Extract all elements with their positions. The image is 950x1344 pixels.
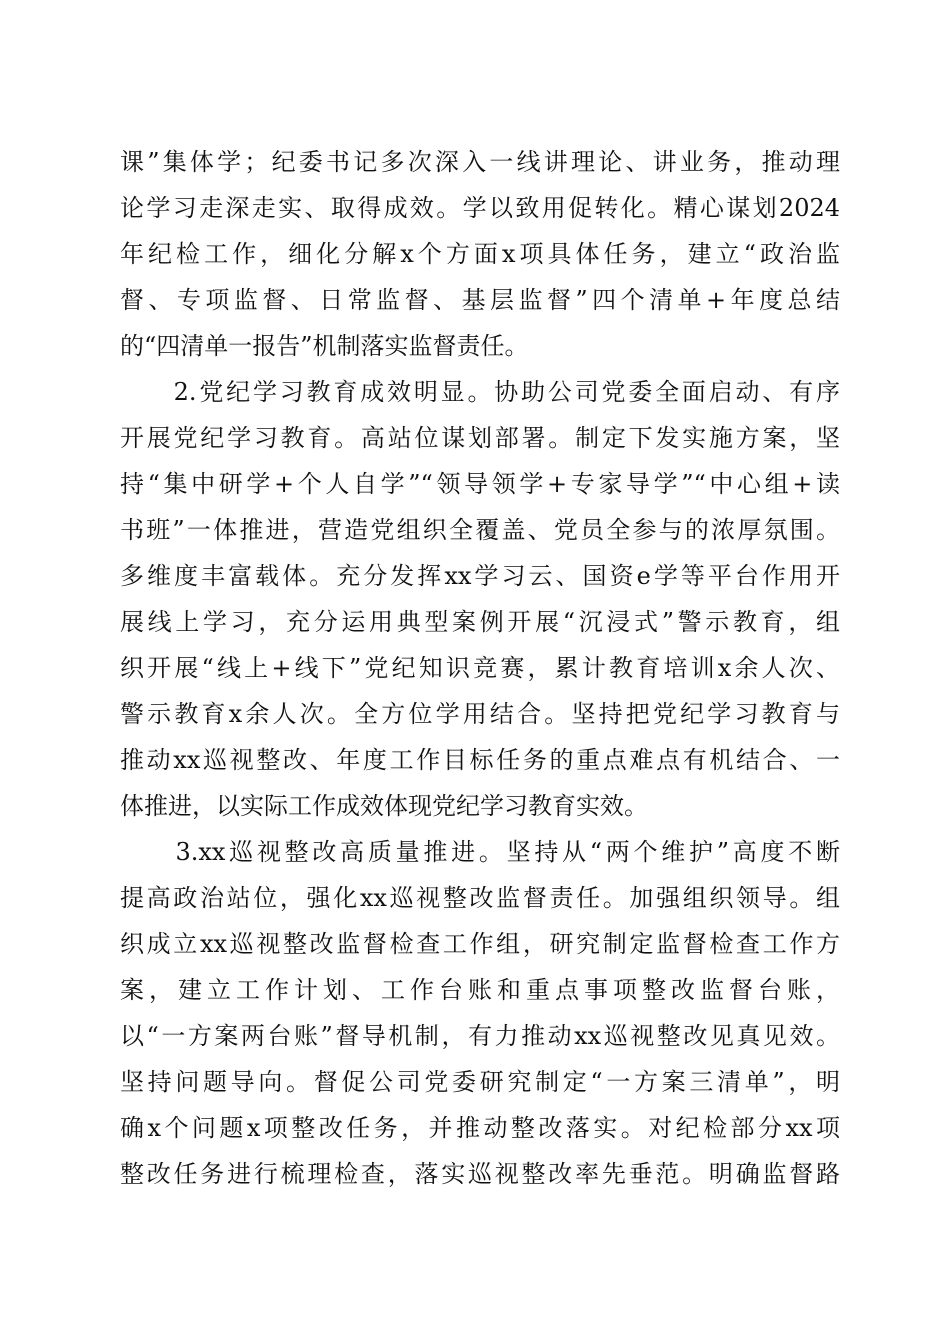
text-line: 的“四清单一报告”机制落实监督责任。 <box>120 332 529 360</box>
text-line: 开展党纪学习教育。高站位谋划部署。制定下发实施方案，坚 <box>120 424 840 452</box>
text-line: 确x个问题x项整改任务，并推动整改落实。对纪检部分xx项 <box>120 1114 840 1142</box>
text-line: 展线上学习，充分运用典型案例开展“沉浸式”警示教育，组 <box>120 608 840 636</box>
paragraph-3-first-line: 3.xx巡视整改高质量推进。坚持从“两个维护”高度不断 <box>120 838 840 866</box>
text-line: 书班”一体推进，营造党组织全覆盖、党员全参与的浓厚氛围。 <box>120 516 840 544</box>
text-line: 织成立xx巡视整改监督检查工作组，研究制定监督检查工作方 <box>120 930 840 958</box>
text-line: 推动xx巡视整改、年度工作目标任务的重点难点有机结合、一 <box>120 746 840 774</box>
paragraph-2-first-line: 2.党纪学习教育成效明显。协助公司党委全面启动、有序 <box>120 378 840 406</box>
text-line: 论学习走深走实、取得成效。学以致用促转化。精心谋划2024 <box>120 194 840 222</box>
text-line: 以“一方案两台账”督导机制，有力推动xx巡视整改见真见效。 <box>120 1022 840 1050</box>
text-line: 警示教育x余人次。全方位学用结合。坚持把党纪学习教育与 <box>120 700 840 728</box>
text-line: 课”集体学；纪委书记多次深入一线讲理论、讲业务，推动理 <box>120 148 840 176</box>
text-line: 持“集中研学+个人自学”“领导领学+专家导学”“中心组+读 <box>120 470 840 498</box>
text-line: 多维度丰富载体。充分发挥xx学习云、国资e学等平台作用开 <box>120 562 840 590</box>
text-line: 体推进，以实际工作成效体现党纪学习教育实效。 <box>120 792 648 820</box>
text-line: 坚持问题导向。督促公司党委研究制定“一方案三清单”，明 <box>120 1068 840 1096</box>
text-line: 织开展“线上+线下”党纪知识竞赛，累计教育培训x余人次、 <box>120 654 840 682</box>
text-line: 督、专项监督、日常监督、基层监督”四个清单+年度总结 <box>120 286 840 314</box>
text-line: 案，建立工作计划、工作台账和重点事项整改监督台账， <box>120 976 840 1004</box>
text-line: 年纪检工作，细化分解x个方面x项具体任务，建立“政治监 <box>120 240 840 268</box>
text-line: 提高政治站位，强化xx巡视整改监督责任。加强组织领导。组 <box>120 884 840 912</box>
text-line: 整改任务进行梳理检查，落实巡视整改率先垂范。明确监督路 <box>120 1160 840 1188</box>
